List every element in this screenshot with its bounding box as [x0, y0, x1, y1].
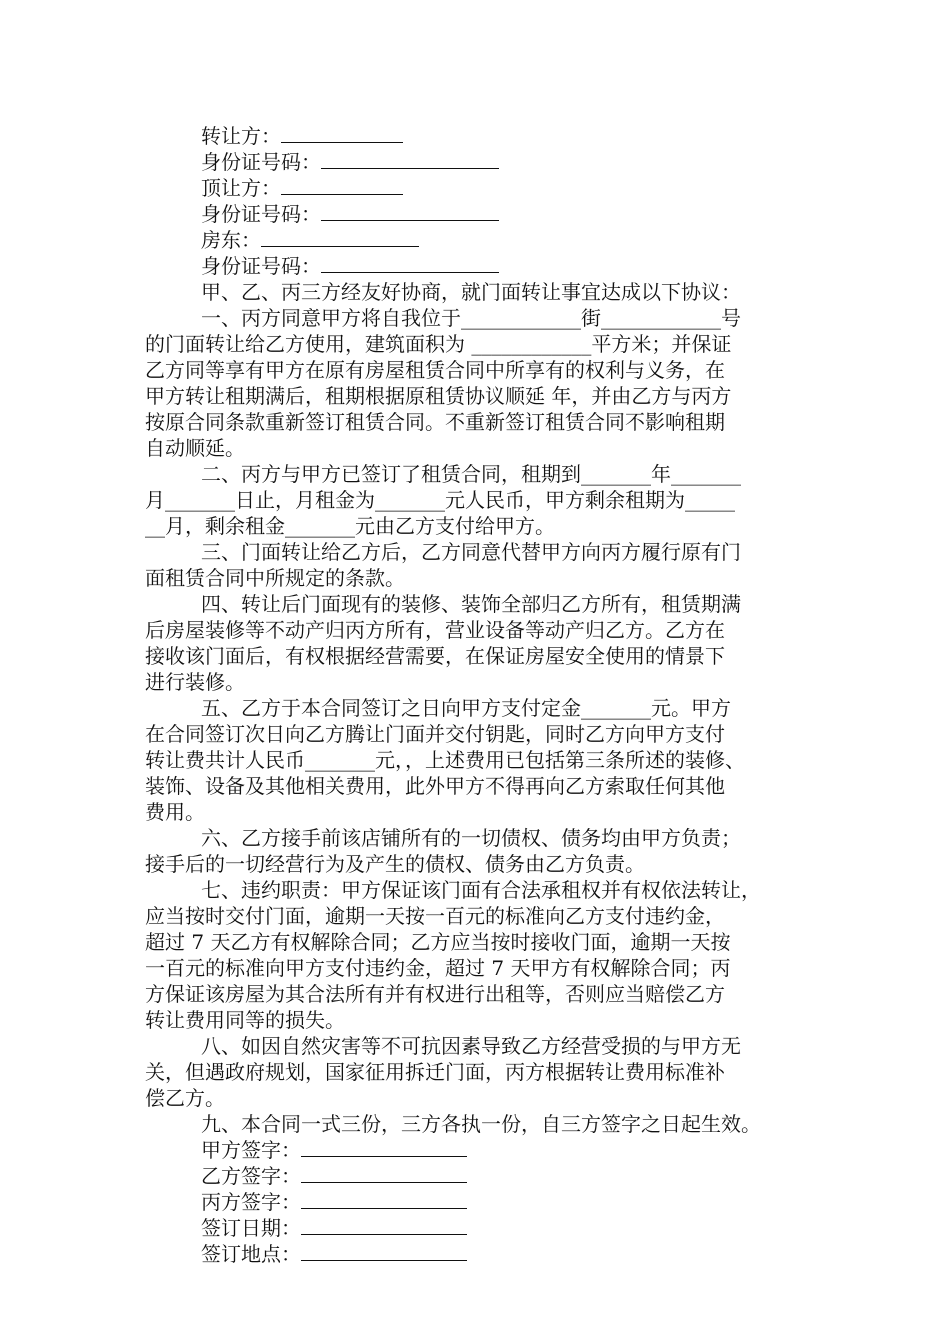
- field-transferor: 转让方：: [145, 123, 825, 149]
- signing-date: 签订日期：: [145, 1215, 825, 1241]
- clause-9: 九、本合同一式三份，三方各执一份，自三方签字之日起生效。: [201, 1112, 761, 1136]
- agreement-intro: 甲、乙、丙三方经友好协商，就门面转让事宜达成以下协议：: [201, 280, 741, 304]
- blank-line: [321, 202, 499, 221]
- blank-line: [301, 1138, 467, 1157]
- blank-line: [301, 1190, 467, 1209]
- clause-4: 四、转让后门面现有的装修、装饰全部归乙方所有，租赁期满 后房屋装修等不动产归丙方所有，营业设备等动产归乙方。乙方在 接收该门面后，有权根据经营需要，在保证房屋安全使用的情景下 进行装修。: [145, 592, 741, 694]
- signature-party-c: 丙方签字：: [145, 1189, 825, 1215]
- field-transferor-id: 身份证号码：: [145, 149, 825, 175]
- clause-8: 八、如因自然灾害等不可抗因素导致乙方经营受损的与甲方无 关，但遇政府规划，国家征用拆迁门面，丙方根据转让费用标准补 偿乙方。: [145, 1034, 741, 1110]
- blank-line: [321, 254, 499, 273]
- signature-party-b: 乙方签字：: [145, 1163, 825, 1189]
- blank-line: [261, 228, 419, 247]
- field-transferee: 顶让方：: [145, 175, 825, 201]
- clause-6: 六、乙方接手前该店铺所有的一切债权、债务均由甲方负责； 接手后的一切经营行为及产生的债权、债务由乙方负责。: [145, 826, 741, 876]
- header-fields: [145, 123, 825, 279]
- signing-place: 签订地点：: [145, 1241, 825, 1267]
- signature-party-a: 甲方签字：: [145, 1137, 825, 1163]
- field-landlord-id: 身份证号码：: [145, 253, 825, 279]
- blank-line: [301, 1216, 467, 1235]
- blank-line: [301, 1164, 467, 1183]
- contract-document: [145, 123, 825, 1267]
- clause-1: 一、丙方同意甲方将自我位于____________街____________号 的门面转让给乙方使用，建筑面积为 ____________平方米；并保证 乙方同等享有甲方在原有房屋租赁合同中所享有的权利与义务，在 甲方转让租期满后，租期根据原租赁协议顺延 年，并由乙方与丙方 按原合同条款重新签订租赁合同。不重新签订租赁合同不影响租期 自动顺延。: [145, 306, 741, 460]
- blank-line: [281, 124, 403, 143]
- signature-block: [145, 1137, 825, 1267]
- clause-7: 七、违约职责：甲方保证该门面有合法承租权并有权依法转让， 应当按时交付门面，逾期一天按一百元的标准向乙方支付违约金， 超过 7 天乙方有权解除合同；乙方应当按时接收门面，逾期一天按 一百元的标准向甲方支付违约金，超过 7 天甲方有权解除合同；丙 方保证该房屋为其合法所有并有权进行出租等，否则应当赔偿乙方 转让费用同等的损失。: [145, 878, 761, 1032]
- blank-line: [281, 176, 403, 195]
- clause-3: 三、门面转让给乙方后，乙方同意代替甲方向丙方履行原有门 面租赁合同中所规定的条款。: [145, 540, 741, 590]
- clause-5: 五、乙方于本合同签订之日向甲方支付定金_______元。甲方 在合同签订次日向乙方腾让门面并交付钥匙，同时乙方向甲方支付 转让费共计人民币_______元，，上述费用已包括第三条所述的装修、 装饰、设备及其他相关费用，此外甲方不得再向乙方索取任何其他 费用。: [145, 696, 745, 824]
- blank-line: [321, 150, 499, 169]
- blank-line: [301, 1242, 467, 1261]
- field-landlord: 房东：: [145, 227, 825, 253]
- clause-2: 二、丙方与甲方已签订了租赁合同，租期到_______年_______ 月_______日止，月租金为_______元人民币，甲方剩余租期为_____ __月，剩余租金_______元由乙方支付给甲方。: [145, 462, 741, 538]
- field-transferee-id: 身份证号码：: [145, 201, 825, 227]
